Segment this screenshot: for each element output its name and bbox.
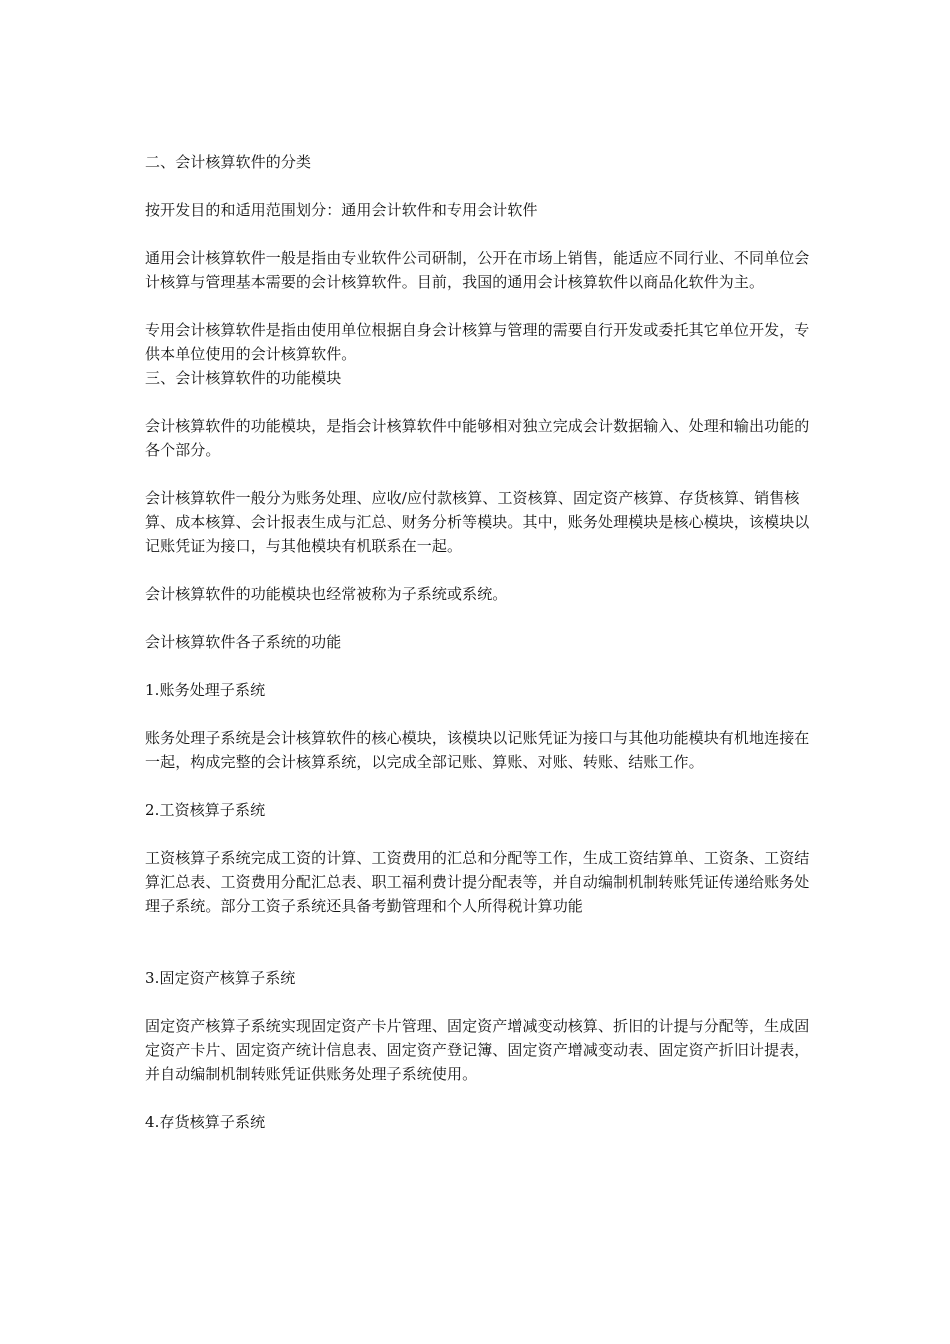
subsystem-title-accounting: 1.账务处理子系统 bbox=[145, 681, 266, 699]
paragraph-dedicated-software: 专用会计核算软件是指由使用单位根据自身会计核算与管理的需要自行开发或委托其它单位开发，专供本单位使用的会计核算软件。 bbox=[145, 321, 810, 363]
subsystem-body-fixed-assets: 固定资产核算子系统实现固定资产卡片管理、固定资产增减变动核算、折旧的计提与分配等，生成固定资产卡片、固定资产统计信息表、固定资产登记簿、固定资产增减变动表、固定资产折旧计提表，并自动编制机制转账凭证供账务处理子系统使用。 bbox=[145, 1017, 810, 1083]
paragraph-module-division: 会计核算软件一般分为账务处理、应收/应付款核算、工资核算、固定资产核算、存货核算、销售核算、成本核算、会计报表生成与汇总、财务分析等模块。其中，账务处理模块是核心模块，该模块以记账凭证为接口，与其他模块有机联系在一起。 bbox=[145, 489, 810, 555]
paragraph-general-software: 通用会计核算软件一般是指由专业软件公司研制，公开在市场上销售，能适应不同行业、不同单位会计核算与管理基本需要的会计核算软件。目前，我国的通用会计核算软件以商品化软件为主。 bbox=[145, 249, 810, 291]
paragraph-dev-purpose: 按开发目的和适用范围划分：通用会计软件和专用会计软件 bbox=[145, 201, 538, 219]
paragraph-subsystem-functions: 会计核算软件各子系统的功能 bbox=[145, 633, 342, 651]
subsystem-title-inventory: 4.存货核算子系统 bbox=[145, 1113, 266, 1131]
subsystem-body-payroll: 工资核算子系统完成工资的计算、工资费用的汇总和分配等工作，生成工资结算单、工资条、工资结算汇总表、工资费用分配汇总表、职工福利费计提分配表等，并自动编制机制转账凭证传递给账务处理子系统。部分工资子系统还具备考勤管理和个人所得税计算功能 bbox=[145, 849, 810, 915]
paragraph-function-module-definition: 会计核算软件的功能模块，是指会计核算软件中能够相对独立完成会计数据输入、处理和输出功能的各个部分。 bbox=[145, 417, 810, 459]
paragraph-subsystem-alias: 会计核算软件的功能模块也经常被称为子系统或系统。 bbox=[145, 585, 508, 603]
subsystem-title-payroll: 2.工资核算子系统 bbox=[145, 801, 266, 819]
section-heading-classification: 二、会计核算软件的分类 bbox=[145, 153, 312, 171]
subsystem-body-accounting: 账务处理子系统是会计核算软件的核心模块，该模块以记账凭证为接口与其他功能模块有机地连接在一起，构成完整的会计核算系统，以完成全部记账、算账、对账、转账、结账工作。 bbox=[145, 729, 810, 771]
document-body bbox=[145, 150, 810, 1134]
subsystem-title-fixed-assets: 3.固定资产核算子系统 bbox=[145, 969, 296, 987]
section-heading-function-modules: 三、会计核算软件的功能模块 bbox=[145, 369, 342, 387]
